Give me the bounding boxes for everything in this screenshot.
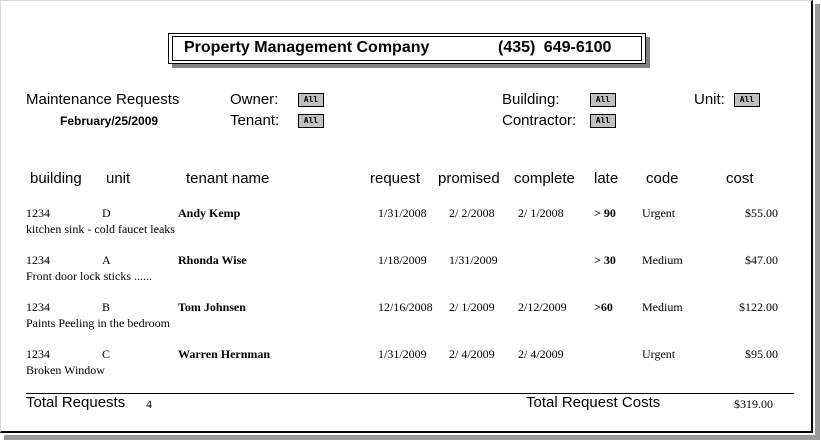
cell-cost: $122.00	[739, 300, 778, 314]
cell-promised: 2/ 4/2009	[449, 347, 495, 361]
total-costs-value: $319.00	[734, 397, 773, 411]
contractor-filter-value[interactable]: All	[590, 114, 616, 128]
totals-divider	[26, 393, 794, 394]
cell-request: 1/31/2009	[378, 347, 427, 361]
cell-description: Front door lock sticks ......	[26, 269, 152, 283]
cell-tenant: Tom Johnsen	[178, 300, 246, 314]
company-name: Property Management Company	[184, 39, 430, 56]
cell-request: 1/18/2009	[378, 253, 427, 267]
col-header-cost: cost	[726, 170, 754, 187]
col-header-building: building	[30, 170, 82, 187]
owner-filter-value[interactable]: All	[298, 93, 324, 107]
cell-unit: D	[102, 206, 111, 220]
cell-building: 1234	[26, 347, 50, 361]
cell-code: Urgent	[642, 347, 676, 361]
cell-building: 1234	[26, 206, 50, 220]
page-shadow-bottom	[4, 435, 820, 440]
col-header-late: late	[594, 170, 619, 187]
cell-complete: 2/ 1/2008	[518, 206, 564, 220]
cell-tenant: Warren Hernman	[178, 347, 271, 361]
cell-complete: 2/12/2009	[518, 300, 567, 314]
cell-complete: 2/ 4/2009	[518, 347, 564, 361]
cell-description: Paints Peeling in the bedroom	[26, 316, 170, 330]
building-label: Building:	[502, 91, 560, 108]
cell-unit: C	[102, 347, 111, 361]
cell-description: Broken Window	[26, 363, 105, 377]
total-requests-label: Total Requests	[26, 394, 126, 411]
cell-unit: B	[102, 300, 111, 314]
unit-label: Unit:	[694, 91, 725, 108]
company-phone: (435) 649-6100	[498, 39, 612, 56]
page-shadow-right	[815, 4, 820, 439]
contractor-label: Contractor:	[502, 112, 577, 129]
cell-promised: 2/ 2/2008	[449, 206, 495, 220]
cell-code: Medium	[642, 300, 683, 314]
cell-late: > 90	[594, 206, 616, 220]
cell-late: > 30	[594, 253, 616, 267]
cell-cost: $55.00	[745, 206, 778, 220]
cell-tenant: Andy Kemp	[178, 206, 241, 220]
cell-cost: $47.00	[745, 253, 778, 267]
col-header-promised: promised	[438, 170, 500, 187]
cell-code: Urgent	[642, 206, 676, 220]
cell-promised: 1/31/2009	[449, 253, 498, 267]
tenant-filter-value[interactable]: All	[298, 114, 324, 128]
cell-promised: 2/ 1/2009	[449, 300, 495, 314]
cell-building: 1234	[26, 253, 50, 267]
building-filter-value[interactable]: All	[590, 93, 616, 107]
unit-filter-value[interactable]: All	[734, 93, 760, 107]
total-costs-label: Total Request Costs	[526, 394, 661, 411]
col-header-tenant: tenant name	[186, 170, 270, 187]
tenant-label: Tenant:	[230, 112, 280, 129]
cell-description: kitchen sink - cold faucet leaks	[26, 222, 175, 236]
col-header-request: request	[370, 170, 421, 187]
col-header-code: code	[646, 170, 679, 187]
col-header-complete: complete	[514, 170, 575, 187]
cell-unit: A	[102, 253, 111, 267]
cell-late: >60	[594, 300, 613, 314]
cell-building: 1234	[26, 300, 50, 314]
report-title: Maintenance Requests	[26, 91, 180, 108]
cell-request: 1/31/2008	[378, 206, 427, 220]
report-date: February/25/2009	[60, 114, 159, 128]
cell-code: Medium	[642, 253, 683, 267]
cell-cost: $95.00	[745, 347, 778, 361]
owner-label: Owner:	[230, 91, 279, 108]
total-requests-value: 4	[146, 397, 152, 411]
cell-request: 12/16/2008	[378, 300, 433, 314]
cell-tenant: Rhonda Wise	[178, 253, 247, 267]
col-header-unit: unit	[106, 170, 131, 187]
